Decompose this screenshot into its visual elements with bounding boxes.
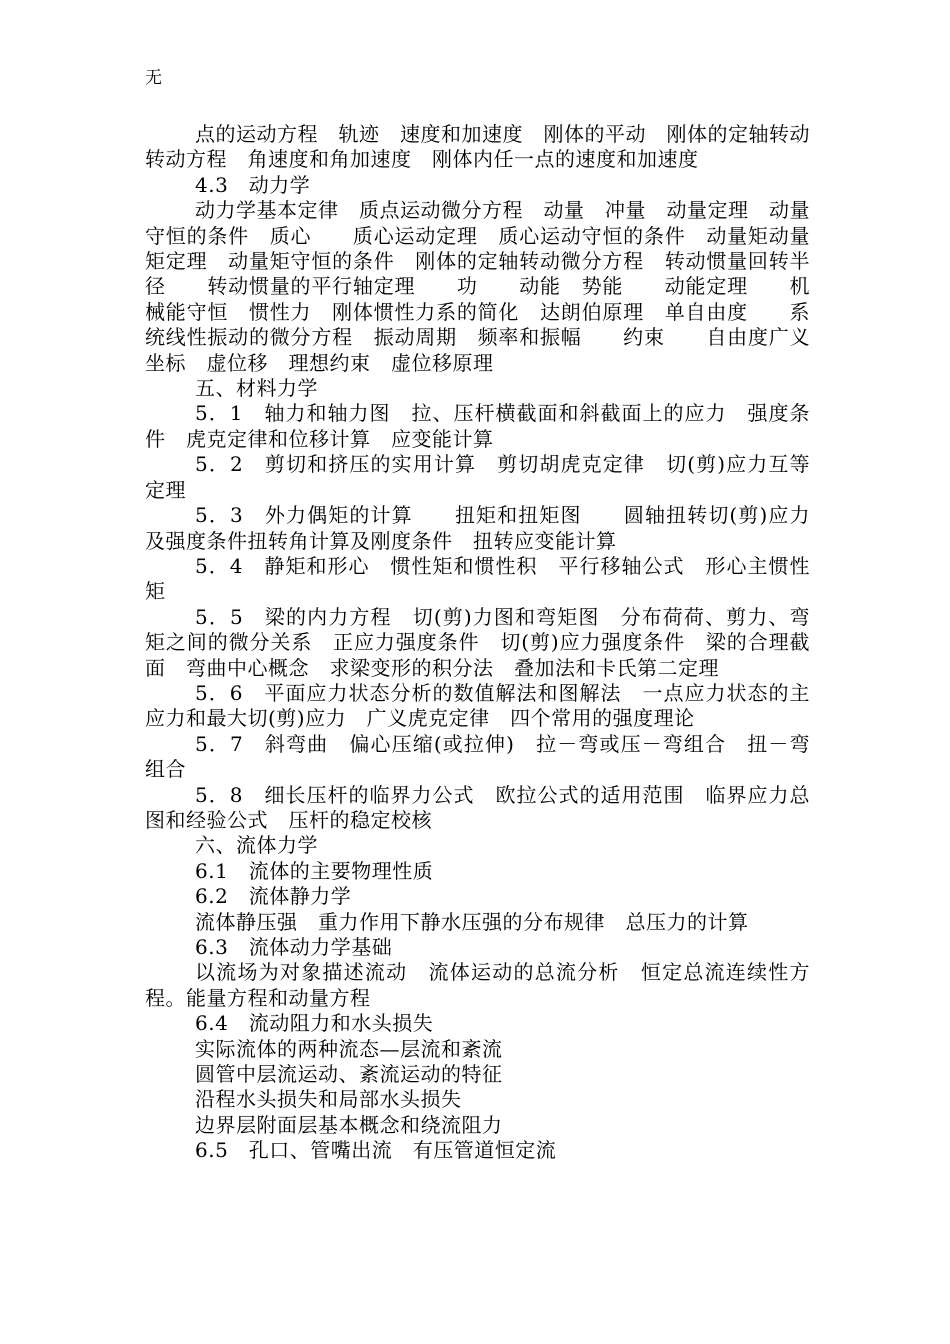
paragraph-6-2-content: 流体静压强 重力作用下静水压强的分布规律 总压力的计算 [195,909,749,934]
paragraph-6-3-content: 以流场为对象描述流动 流体运动的总流分析 恒定总流连续性方程。能量方程和动量方程 [145,960,810,1010]
heading-6-2: 6.2 流体静力学 [195,884,352,909]
paragraph-5-8: 5．8 细长压杆的临界力公式 欧拉公式的适用范围 临界应力总图和经验公式 压杆的稳定校核 [145,782,810,832]
heading-4-3: 4.3 动力学 [195,172,311,197]
heading-mechanics-of-materials: 五、材料力学 [195,376,318,401]
document-body [145,122,810,1164]
paragraph-kinematics: 点的运动方程 轨迹 速度和加速度 刚体的平动 刚体的定轴转动转动方程 角速度和角加速度 刚体内任一点的速度和加速度 [145,122,810,172]
paragraph-6-4-item-1: 实际流体的两种流态—层流和紊流 [195,1036,503,1061]
paragraph-5-3: 5．3 外力偶矩的计算 扭矩和扭矩图 圆轴扭转切(剪)应力及强度条件扭转角计算及刚度条件 扭转应变能计算 [145,503,810,553]
paragraph-6-4-item-3: 沿程水头损失和局部水头损失 [195,1087,462,1112]
paragraph-5-7: 5．7 斜弯曲 偏心压缩(或拉伸) 拉－弯或压－弯组合 扭－弯组合 [145,731,810,782]
paragraph-6-4-item-4: 边界层附面层基本概念和绕流阻力 [195,1112,503,1137]
paragraph-5-4: 5．4 静矩和形心 惯性矩和惯性积 平行移轴公式 形心主惯性矩 [145,553,810,604]
paragraph-5-2: 5．2 剪切和挤压的实用计算 剪切胡虎克定律 切(剪)应力互等定理 [145,452,810,502]
page-header: 无 [145,68,162,88]
paragraph-5-1: 5．1 轴力和轴力图 拉、压杆横截面和斜截面上的应力 强度条件 虎克定律和位移计算 应变能计算 [145,401,810,451]
paragraph-5-6: 5．6 平面应力状态分析的数值解法和图解法 一点应力状态的主应力和最大切(剪)应力 广义虎克定律 四个常用的强度理论 [145,680,810,731]
paragraph-5-5: 5．5 梁的内力方程 切(剪)力图和弯矩图 分布荷荷、剪力、弯矩之间的微分关系 正应力强度条件 切(剪)应力强度条件 梁的合理截面 弯曲中心概念 求梁变形的积分法 叠加法和卡氏第二定理 [145,604,810,680]
heading-fluid-mechanics: 六、流体力学 [195,833,318,858]
heading-6-4: 6.4 流动阻力和水头损失 [195,1011,434,1036]
paragraph-6-4-item-2: 圆管中层流运动、紊流运动的特征 [195,1062,503,1087]
heading-6-1: 6.1 流体的主要物理性质 [195,858,434,883]
paragraph-dynamics: 动力学基本定律 质点运动微分方程 动量 冲量 动量定理 动量守恒的条件 质心 质心运动定理 质心运动守恒的条件 动量矩动量矩定理 动量矩守恒的条件 刚体的定轴转动微分方程 转动惯量回转半径 转动惯量的平行轴定理 功 动能 势能 动能定理 机械能守恒 惯性力 刚体惯性力系的简化 达朗伯原理 单自由度 系统线性振动的微分方程 振动周期 频率和振幅 约束 自由度广义坐标 虚位移 理想约束 虚位移原理 [145,198,810,375]
heading-6-5: 6.5 孔口、管嘴出流 有压管道恒定流 [195,1138,557,1163]
heading-6-3: 6.3 流体动力学基础 [195,935,393,959]
